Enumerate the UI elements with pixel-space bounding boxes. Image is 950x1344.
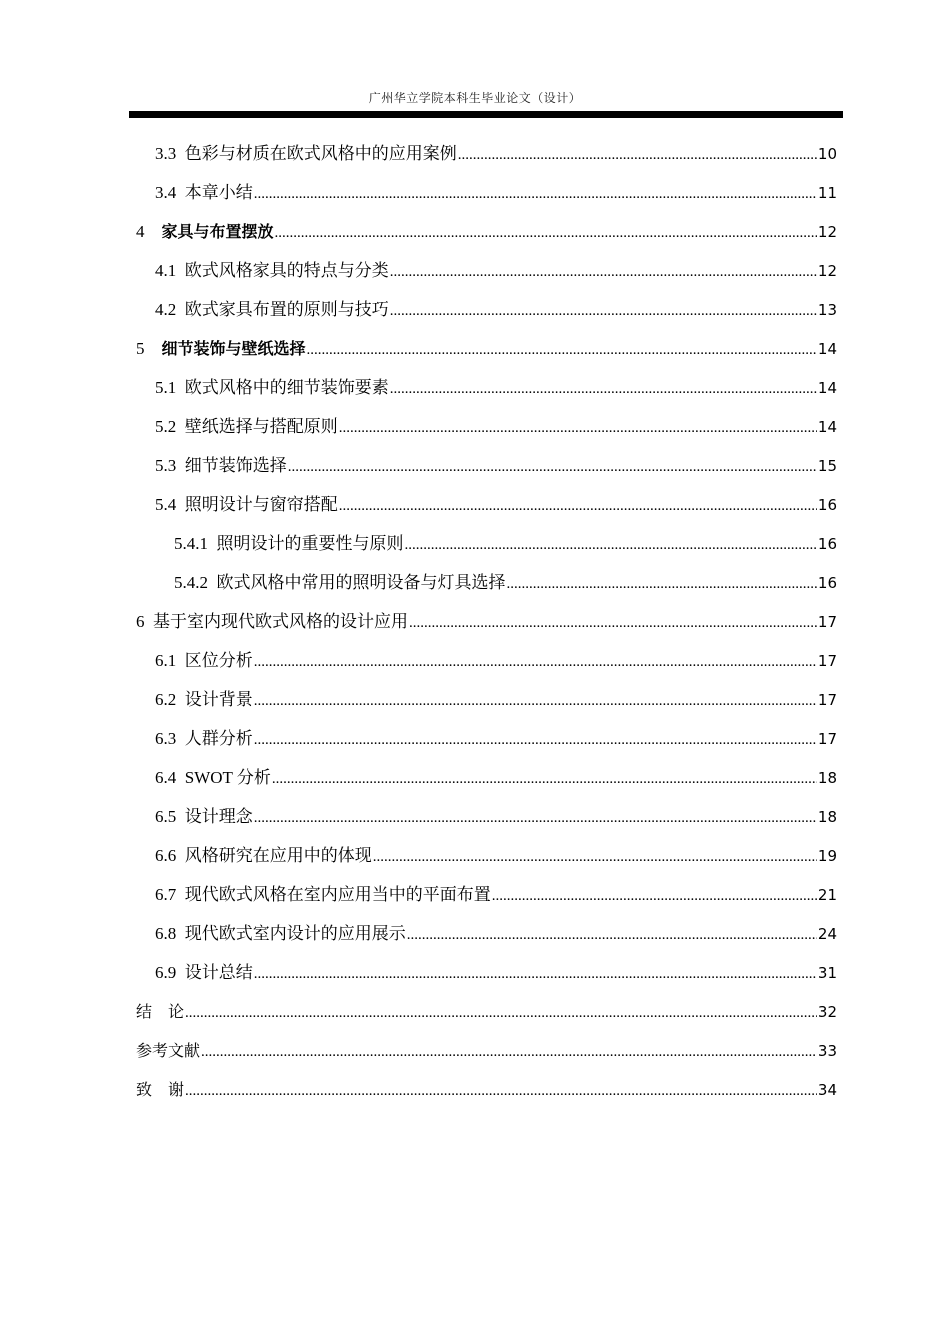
toc-entry[interactable]	[155, 960, 837, 986]
toc-page: 16	[817, 574, 837, 592]
toc-entry-subsection[interactable]	[174, 570, 837, 596]
toc-title: 现代欧式室内设计的应用展示	[184, 924, 406, 943]
toc-page: 17	[817, 652, 837, 670]
toc-page: 14	[817, 340, 837, 358]
toc-leader	[390, 297, 817, 324]
toc-entry[interactable]	[155, 843, 837, 869]
toc-leader	[492, 882, 817, 909]
toc-title: 结 论	[136, 1002, 185, 1021]
toc-leader	[254, 726, 817, 753]
toc-title: 欧式风格中常用的照明设备与灯具选择	[216, 573, 506, 592]
toc-entry-chapter[interactable]	[136, 219, 837, 245]
toc-leader	[254, 180, 817, 207]
toc-entry[interactable]	[155, 414, 837, 440]
toc-number: 3.4	[155, 183, 185, 202]
toc-title: 风格研究在应用中的体现	[184, 846, 372, 865]
toc-leader	[390, 258, 817, 285]
header-rule	[129, 111, 843, 117]
toc-leader	[254, 804, 817, 831]
toc-entry-conclusion[interactable]	[136, 999, 837, 1025]
toc-entry[interactable]	[155, 258, 837, 284]
toc-leader	[409, 609, 817, 636]
toc-entry[interactable]	[155, 180, 837, 206]
toc-number: 5.2	[155, 417, 185, 436]
toc-entry[interactable]	[155, 297, 837, 323]
toc-entry-chapter[interactable]	[136, 336, 837, 362]
toc-leader	[373, 843, 817, 870]
toc-number: 6.5	[155, 807, 185, 826]
toc-entry-acknowledgements[interactable]	[136, 1077, 837, 1103]
toc-page: 17	[817, 730, 837, 748]
toc-entry-references[interactable]	[136, 1038, 837, 1064]
toc-number: 5.1	[155, 378, 185, 397]
toc-page: 31	[817, 964, 837, 982]
toc-entry[interactable]	[155, 765, 837, 791]
toc-entry[interactable]	[155, 141, 837, 167]
toc-title: 现代欧式风格在室内应用当中的平面布置	[184, 885, 491, 904]
toc-number: 5.3	[155, 456, 185, 475]
toc-number: 6.6	[155, 846, 185, 865]
toc-page: 18	[817, 769, 837, 787]
toc-leader	[507, 570, 817, 597]
toc-title: 设计理念	[184, 807, 253, 826]
toc-title: 本章小结	[184, 183, 253, 202]
toc-leader	[185, 1077, 817, 1104]
toc-title: 照明设计的重要性与原则	[216, 534, 404, 553]
toc-leader	[254, 687, 817, 714]
toc-entry[interactable]	[155, 492, 837, 518]
toc-entry-chapter[interactable]	[136, 609, 837, 635]
toc-entry[interactable]	[155, 882, 837, 908]
toc-title: 欧式风格中的细节装饰要素	[184, 378, 389, 397]
toc-leader	[254, 648, 817, 675]
toc-page: 21	[817, 886, 837, 904]
toc-leader	[339, 492, 817, 519]
toc-page: 12	[817, 223, 837, 241]
toc-page: 34	[817, 1081, 837, 1099]
toc-entry[interactable]	[155, 687, 837, 713]
toc-page: 14	[817, 418, 837, 436]
toc-entry[interactable]	[155, 804, 837, 830]
toc-page: 16	[817, 496, 837, 514]
toc-page: 15	[817, 457, 837, 475]
toc-title: 家具与布置摆放	[161, 222, 274, 241]
toc-title: 设计总结	[184, 963, 253, 982]
toc-entry[interactable]	[155, 375, 837, 401]
toc-page: 18	[817, 808, 837, 826]
toc-number: 6.7	[155, 885, 185, 904]
toc-page: 10	[817, 145, 837, 163]
toc-number: 5	[136, 339, 162, 358]
toc-leader	[390, 375, 817, 402]
toc-number: 5.4.1	[174, 534, 217, 553]
toc-number: 3.3	[155, 144, 185, 163]
toc-number: 6	[136, 612, 153, 631]
toc-page: 24	[817, 925, 837, 943]
toc-page: 13	[817, 301, 837, 319]
toc-number: 6.2	[155, 690, 185, 709]
toc-number: 6.8	[155, 924, 185, 943]
toc-number: 4.1	[155, 261, 185, 280]
toc-leader	[201, 1038, 817, 1065]
toc-title: 照明设计与窗帘搭配	[184, 495, 338, 514]
toc-page: 19	[817, 847, 837, 865]
toc-title: 色彩与材质在欧式风格中的应用案例	[184, 144, 457, 163]
toc-title: 基于室内现代欧式风格的设计应用	[153, 612, 408, 631]
toc-number: 6.4	[155, 768, 185, 787]
toc-title: 细节装饰选择	[184, 456, 287, 475]
toc-entry[interactable]	[155, 648, 837, 674]
toc-number: 5.4.2	[174, 573, 217, 592]
toc-leader	[405, 531, 817, 558]
toc-page: 33	[817, 1042, 837, 1060]
toc-entry[interactable]	[155, 453, 837, 479]
toc-leader	[185, 999, 817, 1026]
toc-number: 6.1	[155, 651, 185, 670]
toc-leader	[288, 453, 817, 480]
toc-title: 欧式家具布置的原则与技巧	[184, 300, 389, 319]
toc-leader	[407, 921, 817, 948]
toc-title: 区位分析	[184, 651, 253, 670]
toc-page: 12	[817, 262, 837, 280]
toc-number: 5.4	[155, 495, 185, 514]
toc-title: 设计背景	[184, 690, 253, 709]
toc-title: 细节装饰与壁纸选择	[161, 339, 306, 358]
toc-leader	[272, 765, 817, 792]
toc-entry[interactable]	[155, 726, 837, 752]
toc-page: 16	[817, 535, 837, 553]
toc-title: 人群分析	[184, 729, 253, 748]
toc-page: 11	[817, 184, 837, 202]
toc-leader	[307, 336, 817, 363]
toc-page: 17	[817, 691, 837, 709]
toc-number: 4.2	[155, 300, 185, 319]
toc-page: 17	[817, 613, 837, 631]
toc-number: 6.9	[155, 963, 185, 982]
toc-leader	[458, 141, 817, 168]
toc-title: 壁纸选择与搭配原则	[184, 417, 338, 436]
toc-number: 4	[136, 222, 162, 241]
toc-number: 6.3	[155, 729, 185, 748]
toc-title: 致 谢	[136, 1080, 185, 1099]
toc-entry-subsection[interactable]	[174, 531, 837, 557]
toc-title: SWOT 分析	[184, 768, 271, 787]
header-title: 广州华立学院本科生毕业论文（设计）	[368, 91, 582, 105]
toc-title: 参考文献	[136, 1041, 201, 1060]
toc-page: 32	[817, 1003, 837, 1021]
toc-leader	[339, 414, 817, 441]
toc-title: 欧式风格家具的特点与分类	[184, 261, 389, 280]
toc-leader	[275, 219, 817, 246]
toc-page: 14	[817, 379, 837, 397]
toc-entry[interactable]	[155, 921, 837, 947]
toc-leader	[254, 960, 817, 987]
